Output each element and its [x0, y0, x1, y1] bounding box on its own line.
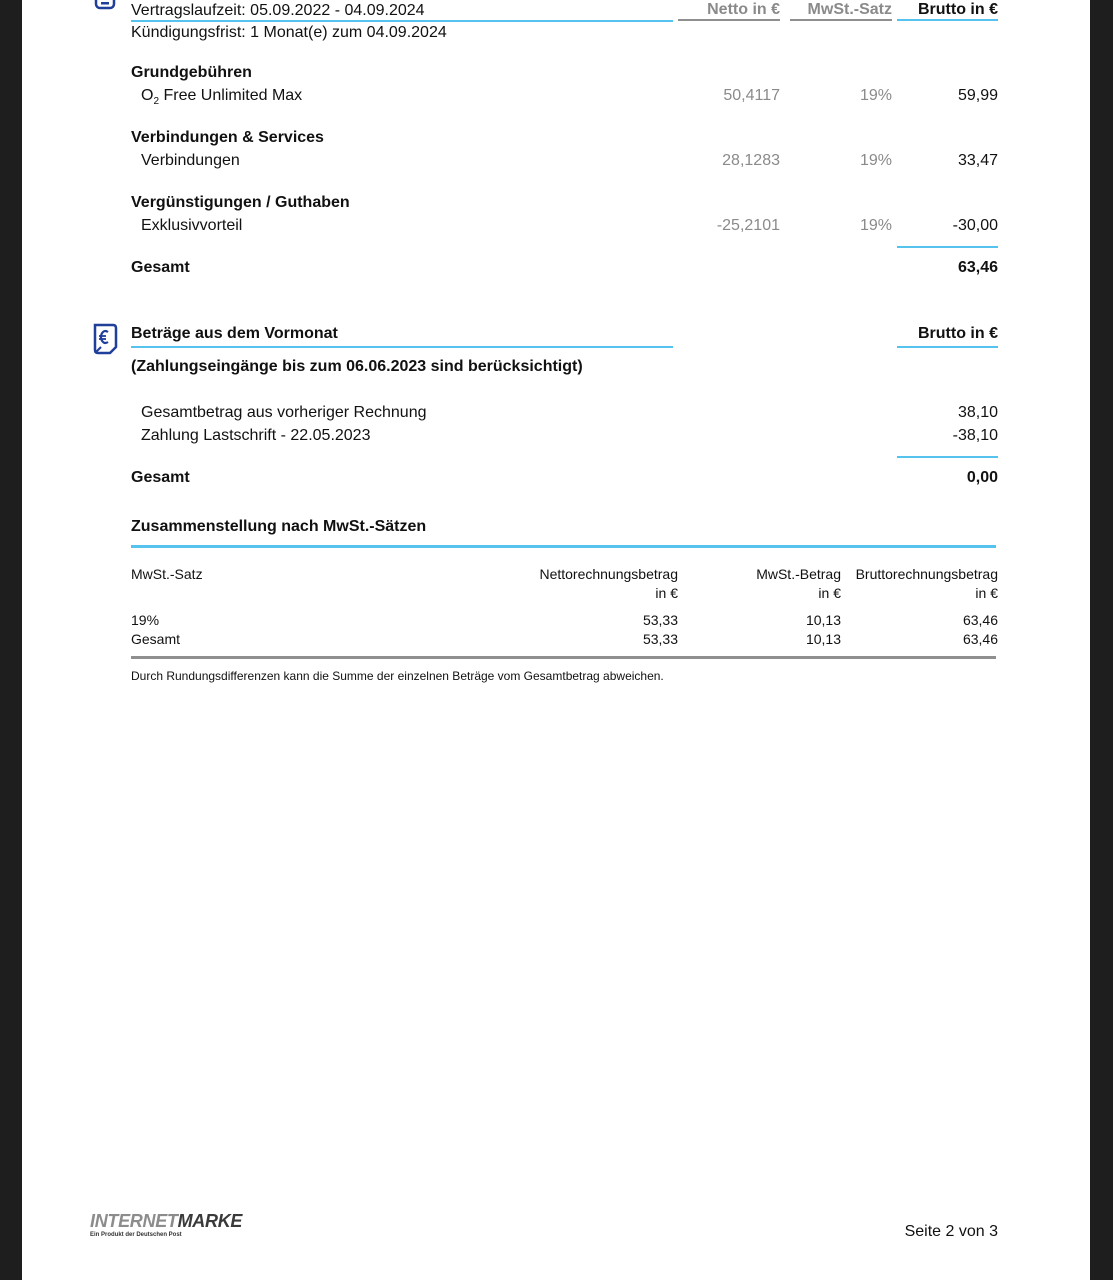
section-title: Grundgebühren — [131, 64, 252, 81]
vat-header-gross: Bruttorechnungsbetrag — [855, 566, 998, 582]
vat-header-net-unit: in € — [655, 585, 678, 601]
column-header-brutto: Brutto in € — [918, 1, 998, 18]
column-header-netto: Netto in € — [707, 1, 780, 18]
previous-total-value: 0,00 — [966, 469, 998, 486]
vat-row-rate: 19% — [131, 612, 160, 628]
line-item-brutto: 59,99 — [957, 87, 998, 104]
previous-month-title: Beträge aus dem Vormonat — [131, 325, 338, 342]
vat-header-net: Nettorechnungsbetrag — [539, 566, 678, 582]
rounding-footnote: Durch Rundungsdifferenzen kann die Summe der einzelnen Beträge vom Gesamtbetrag abweichen. — [131, 669, 664, 683]
line-item-mwst: 19% — [859, 87, 892, 104]
line-item-brutto: -30,00 — [952, 217, 998, 234]
line-item-mwst: 19% — [859, 217, 892, 234]
line-item-label: Exklusivvorteil — [141, 217, 243, 234]
vat-row-vat: 10,13 — [805, 631, 841, 647]
vat-row-gross: 63,46 — [962, 631, 998, 647]
vat-header-vat: MwSt.-Betrag — [756, 566, 841, 582]
line-item-brutto: 33,47 — [957, 152, 998, 169]
previous-row-value: -38,10 — [952, 427, 998, 444]
section-title: Verbindungen & Services — [131, 129, 324, 146]
previous-row-label: Gesamtbetrag aus vorheriger Rechnung — [141, 404, 427, 421]
document-page — [22, 0, 1090, 1280]
vat-row-net: 53,33 — [642, 631, 678, 647]
line-item-netto: -25,2101 — [716, 217, 780, 234]
vat-header-gross-unit: in € — [975, 585, 998, 601]
page-number: Seite 2 von 3 — [904, 1223, 998, 1240]
line-item-label: Verbindungen — [141, 152, 240, 169]
vat-row-vat: 10,13 — [805, 612, 841, 628]
payments-note: (Zahlungseingänge bis zum 06.06.2023 sind berücksichtigt) — [131, 358, 583, 375]
line-item-netto: 28,1283 — [722, 152, 780, 169]
contract-term: Vertragslaufzeit: 05.09.2022 - 04.09.2024 — [131, 2, 425, 19]
total-value: 63,46 — [957, 259, 998, 276]
line-item-label: $O_2$ Free Unlimited Max — [141, 87, 303, 108]
previous-column-header-brutto: Brutto in € — [918, 325, 998, 342]
previous-row-label: Zahlung Lastschrift - 22.05.2023 — [141, 427, 371, 444]
previous-total-label: Gesamt — [131, 469, 190, 486]
vat-header-vat-unit: in € — [818, 585, 841, 601]
vat-row-gross: 63,46 — [962, 612, 998, 628]
vat-row-net: 53,33 — [642, 612, 678, 628]
vat-row-rate: Gesamt — [131, 631, 181, 647]
line-item-mwst: 19% — [859, 152, 892, 169]
euro-receipt-icon — [92, 323, 118, 355]
line-item-netto: 50,4117 — [723, 87, 780, 104]
cancellation-period: Kündigungsfrist: 1 Monat(e) zum 04.09.2024 — [131, 24, 447, 41]
section-title: Vergünstigungen / Guthaben — [131, 194, 350, 211]
previous-row-value: 38,10 — [957, 404, 998, 421]
total-label: Gesamt — [131, 259, 190, 276]
column-header-mwst: MwSt.-Satz — [807, 1, 892, 18]
phone-icon — [94, 0, 116, 10]
vat-header-rate: MwSt.-Satz — [131, 566, 203, 582]
vat-summary-title: Zusammenstellung nach MwSt.-Sätzen — [131, 518, 427, 535]
internetmarke-logo: INTERNETMARKE Ein Produkt der Deutschen Post — [90, 1211, 243, 1238]
